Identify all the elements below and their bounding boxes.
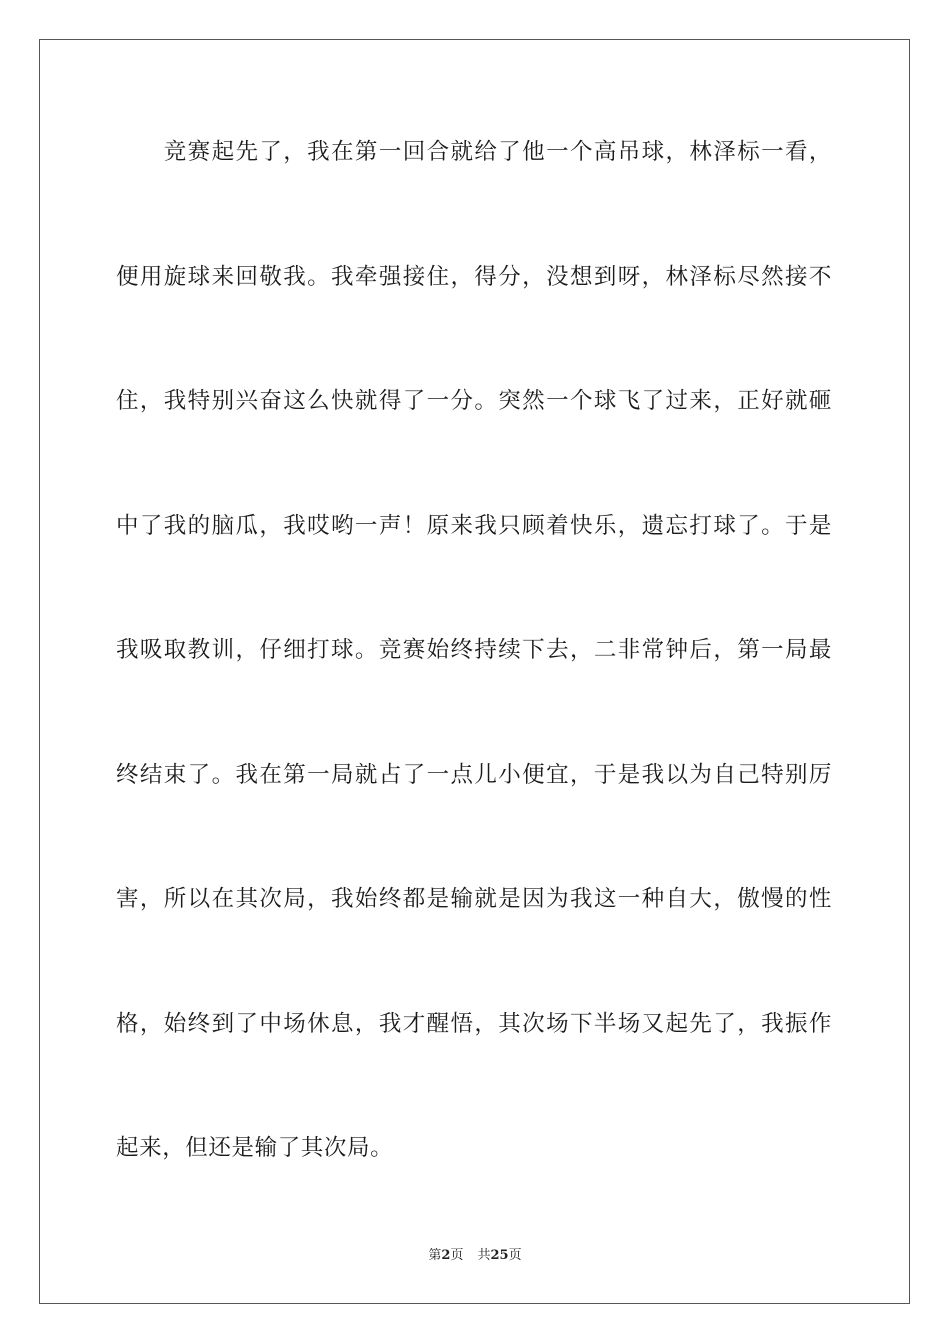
total-prefix: 共 bbox=[477, 1248, 491, 1263]
page-border bbox=[39, 39, 910, 1304]
page-prefix: 第 bbox=[428, 1248, 442, 1263]
total-pages: 25 bbox=[490, 1248, 509, 1263]
total-suffix: 页 bbox=[508, 1248, 522, 1263]
paragraph-line-9: 起来，但还是输了其次局。 bbox=[116, 1135, 394, 1161]
page-suffix: 页 bbox=[450, 1248, 464, 1263]
paragraph-line-7: 害，所以在其次局，我始终都是输就是因为我这一种自大，傲慢的性 bbox=[116, 886, 832, 912]
paragraph-line-1: 竞赛起先了，我在第一回合就给了他一个高吊球，林泽标一看， bbox=[116, 139, 832, 165]
paragraph-line-5: 我吸取教训，仔细打球。竞赛始终持续下去，二非常钟后，第一局最 bbox=[116, 637, 832, 663]
paragraph-line-6: 终结束了。我在第一局就占了一点儿小便宜，于是我以为自己特别厉 bbox=[116, 762, 832, 788]
paragraph-line-2: 便用旋球来回敬我。我牵强接住，得分，没想到呀，林泽标尽然接不 bbox=[116, 264, 832, 290]
page-footer bbox=[0, 1247, 950, 1265]
paragraph-line-8: 格，始终到了中场休息，我才醒悟，其次场下半场又起先了，我振作 bbox=[116, 1011, 832, 1037]
paragraph-line-3: 住，我特别兴奋这么快就得了一分。突然一个球飞了过来，正好就砸 bbox=[116, 388, 832, 414]
page-number: 2 bbox=[441, 1248, 451, 1263]
paragraph-line-4: 中了我的脑瓜，我哎哟一声！原来我只顾着快乐，遗忘打球了。于是 bbox=[116, 513, 832, 539]
